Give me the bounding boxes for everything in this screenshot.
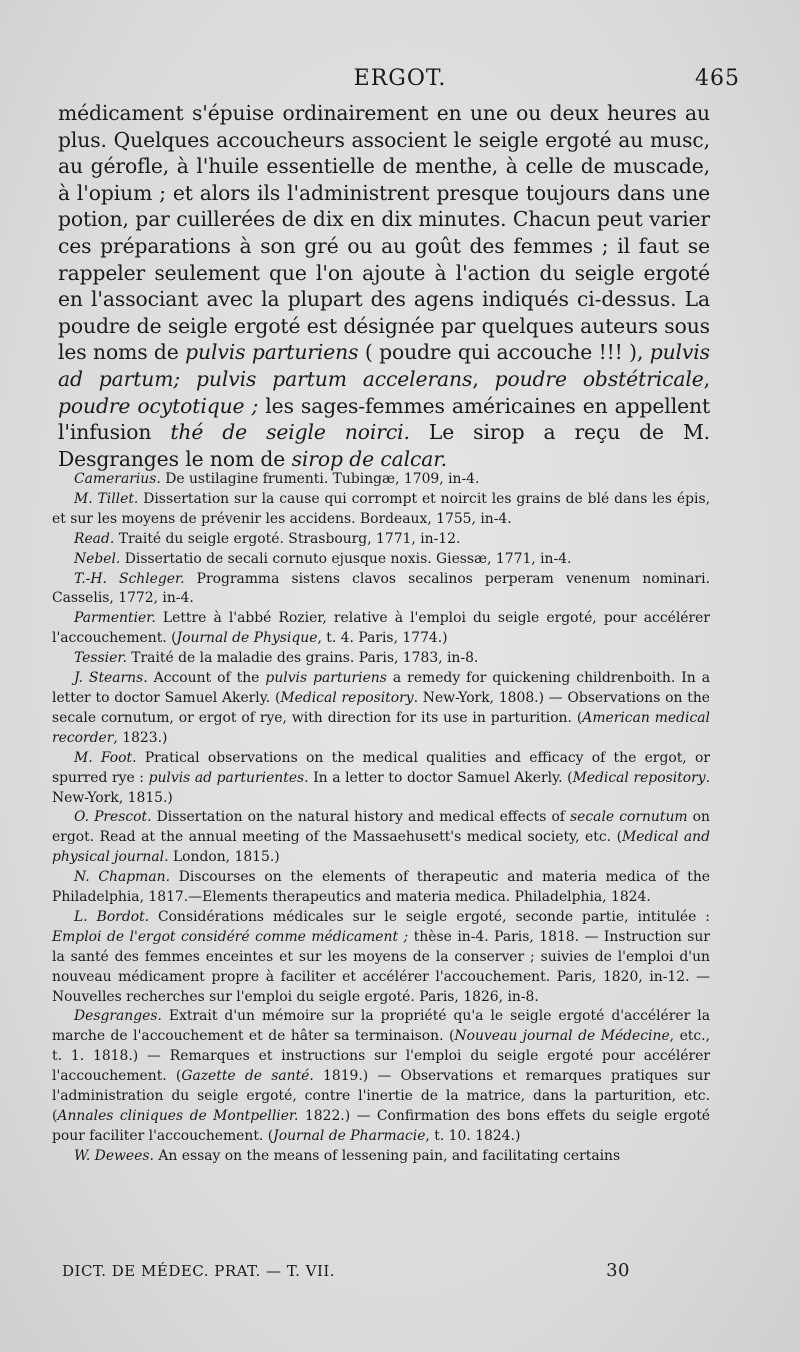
reference-entry <box>52 570 710 610</box>
reference-text: Account of the <box>147 670 266 687</box>
reference-text: 1819.) — Observations et remarques pratiques sur l'administration du seigle ergoté, contre l'inertie de la matrice, dans la parturition, etc. ( <box>52 1068 711 1124</box>
reference-text: , t. 10. 1824.) <box>425 1127 521 1144</box>
reference-journal: American medical recorder <box>52 709 710 746</box>
signature-line <box>62 1262 710 1284</box>
reference-text: Dissertation sur la cause qui corrompt et noircit les grains de blé dans les épis, et sur les moyens de prévenir les accidens. Bordeaux, 1755, in-4. <box>52 490 710 527</box>
reference-entry <box>52 669 710 749</box>
reference-text: An essay on the means of lessening pain, and facilitating certains <box>153 1147 621 1164</box>
reference-author: T.-H. Schleger. <box>74 570 185 587</box>
text-run: , <box>703 366 711 391</box>
reference-journal: Medical and physical journal. <box>52 829 710 866</box>
reference-entry <box>52 868 710 908</box>
volume-signature: DICT. DE MÉDEC. PRAT. — T. VII. <box>62 1262 336 1280</box>
reference-entry <box>52 908 710 1008</box>
reference-text: Considérations médicales sur le seigle ergoté, seconde partie, intitulée : <box>149 908 710 925</box>
reference-author: Tessier. <box>74 650 127 667</box>
reference-author: M. Tillet. <box>74 490 139 507</box>
reference-entry <box>52 1007 710 1146</box>
reference-entry <box>52 470 710 490</box>
reference-text: , 1823.) <box>113 729 168 746</box>
reference-text: . New-York, 1815.) <box>52 769 710 806</box>
reference-author: Nebel. <box>74 550 121 567</box>
reference-journal: Medical repository <box>280 689 414 706</box>
reference-text: thèse in-4. Paris, 1818. — Instruction sur la santé des femmes enceintes et sur les moyens de la conserver ; suivies de l'emploi d'un nouveau médicament propre à faciliter et accélérer l'accouchement. Paris, 1820, in-12. — Nouvelles recherches sur l'emploi du seigle ergoté. Paris, 1826, in-8. <box>52 928 710 1005</box>
reference-journal: Annales cliniques de Montpellier. <box>57 1108 299 1124</box>
reference-text: Extrait d'un mémoire sur la propriété qu'a le seigle ergoté d'accélérer la marche de l'accouchement et de hâter sa terminaison. ( <box>52 1008 710 1045</box>
reference-entry <box>52 550 710 570</box>
reference-text: , t. 4. Paris, 1774.) <box>317 630 448 647</box>
reference-author: N. Chapman. <box>74 869 170 886</box>
reference-author: L. Bordot. <box>74 908 150 925</box>
reference-text: , etc., t. 1. 1818.) — Remarques et instructions sur l'emploi du seigle ergoté pour accélérer l'accouchement. ( <box>52 1028 710 1085</box>
reference-term: pulvis ad parturientes <box>148 769 305 786</box>
reference-text: De ustilagine frumenti. Tubingæ, 1709, in-4. <box>160 471 480 487</box>
reference-author: J. Stearns. <box>74 670 148 687</box>
reference-term: Emploi de l'ergot considéré comme médicament ; <box>52 928 409 945</box>
reference-text: . In a letter to doctor Samuel Akerly. ( <box>304 769 573 786</box>
text-run: ( poudre qui accouche !!! ), <box>358 340 650 365</box>
reference-text: . New-York, 1808.) — Observations on the secale cornutum, or ergot of rye, with direction for its use in parturition. ( <box>52 689 710 726</box>
latin-term: pulvis ad partum; pulvis partum accelerans <box>58 340 710 391</box>
reference-journal: Gazette de santé. <box>181 1068 314 1085</box>
french-term: sirop de calcar. <box>291 446 447 471</box>
running-title: ERGOT. <box>353 66 447 91</box>
reference-text: Programma sistens clavos secalinos perperam venenum nominari. Casselis, 1772, in-4. <box>52 570 710 607</box>
latin-term: pulvis parturiens <box>185 340 359 365</box>
reference-term: secale cornutum <box>570 809 688 826</box>
reference-author: Parmentier. <box>74 610 156 627</box>
reference-entry <box>52 490 710 530</box>
bibliography <box>52 470 710 1167</box>
text-run: les sages-femmes américaines en appellent l'infusion <box>58 393 710 445</box>
running-header <box>60 66 740 96</box>
reference-text: on ergot. Read at the annual meeting of the Massaehusett's medical society, etc. ( <box>52 809 710 846</box>
text-run: médicament s'épuise ordinairement en une ou deux heures au plus. Quelques accoucheurs associent le seigle ergoté au musc, au gérofle, à l'huile essentielle de menthe, à celle de muscade, à l'opium ; et alors ils l'administrent presque toujours dans une potion, par cuillerées de dix en dix minutes. Chacun peut varier ces préparations à son gré ou au goût des femmes ; il faut se rappeler seulement que l'on ajoute à l'action du seigle ergoté en l'associant avec la plupart des agens indiqués ci-dessus. La poudre de seigle ergoté est désignée par quelques auteurs sous les noms de <box>58 101 710 365</box>
reference-text: Discourses on the elements of therapeutic and materia medica of the Philadelphia, 1817.—Elements therapeutics and materia medica. Philadelphia, 1824. <box>52 869 710 906</box>
reference-text: Pratical observations on the medical qualities and efficacy of the ergot, or spurred rye : <box>52 749 710 786</box>
reference-author: Read. <box>74 530 115 547</box>
reference-text: Traité du seigle ergoté. Strasbourg, 1771, in-12. <box>114 530 461 547</box>
reference-term: pulvis parturiens <box>265 670 387 687</box>
reference-author: W. Dewees. <box>74 1147 154 1164</box>
reference-author: O. Prescot. <box>74 809 152 826</box>
reference-text: London, 1815.) <box>168 849 280 866</box>
reference-author: Desgranges. <box>74 1008 162 1025</box>
reference-journal: Journal de Physique <box>176 630 318 647</box>
reference-entry <box>52 1147 710 1167</box>
french-term: poudre ocytotique ; <box>58 393 259 418</box>
page-number: 465 <box>695 66 740 91</box>
reference-journal: Journal de Pharmacie <box>273 1127 426 1144</box>
reference-text: Traité de la maladie des grains. Paris, 1783, in-8. <box>126 650 479 667</box>
text-run: Le sirop a reçu de M. Desgranges le nom de <box>58 420 710 471</box>
reference-entry <box>52 749 710 809</box>
reference-text: a remedy for quickening childrenboith. In a letter to doctor Samuel Akerly. ( <box>52 670 710 706</box>
french-term: poudre obstétricale <box>494 366 704 391</box>
reference-text: Dissertation on the natural history and medical effects of <box>151 809 571 826</box>
reference-author: Camerarius. <box>74 471 161 487</box>
reference-text: Dissertatio de secali cornuto ejusque noxis. Giessæ, 1771, in-4. <box>120 550 572 567</box>
reference-author: M. Foot. <box>74 749 137 766</box>
sheet-number: 30 <box>606 1260 630 1281</box>
main-paragraph <box>58 100 710 472</box>
reference-entry <box>52 649 710 669</box>
paragraph <box>58 100 710 472</box>
reference-entry <box>52 530 710 550</box>
reference-entry <box>52 808 710 868</box>
reference-journal: Nouveau journal de Médecine <box>454 1028 670 1045</box>
reference-entry <box>52 609 710 649</box>
reference-text: 1822.) — Confirmation des bons effets du seigle ergoté pour faciliter l'accouchement. ( <box>52 1108 711 1144</box>
reference-journal: Medical repository <box>572 769 706 786</box>
french-term: thé de seigle noirci. <box>170 420 410 445</box>
reference-text: Lettre à l'abbé Rozier, relative à l'emploi du seigle ergoté, pour accélérer l'accouchement. ( <box>52 610 710 647</box>
text-run: , <box>472 366 495 391</box>
